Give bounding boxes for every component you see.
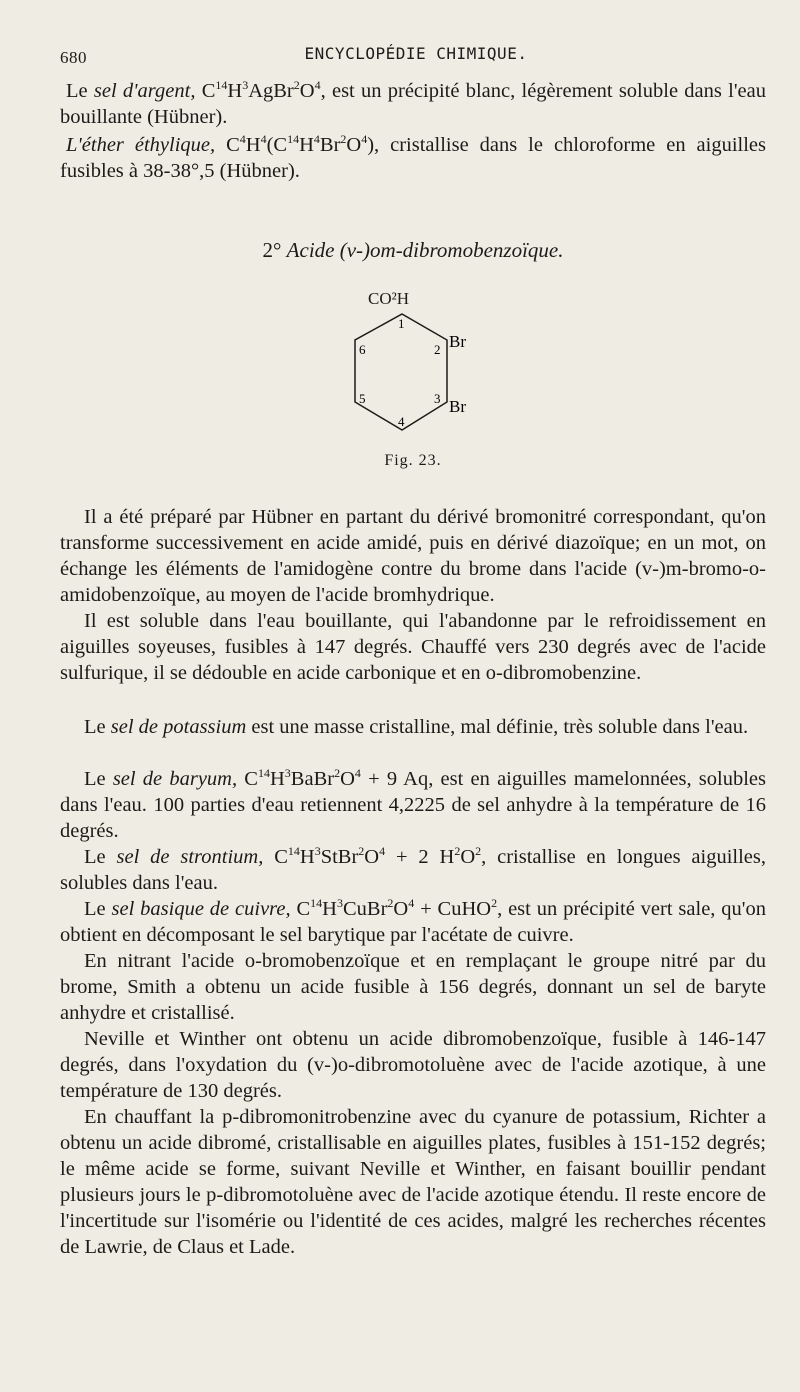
paragraph-ethyl-ether: L'éther éthylique, $C^4H^4(C^{14}H^4Br^2O^4)$, cristallise dans le chloroforme en aiguilles fusibles à 38-38°,5 (Hübner). — [60, 132, 766, 182]
paragraph-properties: Il est soluble dans l'eau bouillante, qui l'abandonne par le refroidissement en aiguilles soyeuses, fusibles à 147 degrés. Chauffé vers 230 degrés avec de l'acide sulfurique, il se dédouble en acide carbonique et en o-dibromobenzine. — [60, 610, 766, 684]
paragraph-smith: En nitrant l'acide o-bromobenzoïque et en remplaçant le groupe nitré par du brome, Smith a obtenu un acide fusible à 156 degrés, donnant un sel de baryte anhydre et cristallisé. — [60, 950, 766, 1024]
position-3: 3 — [434, 391, 441, 406]
structure-diagram — [330, 284, 500, 454]
compound-name: L'éther éthylique, — [66, 134, 216, 156]
compound-name: sel de baryum, — [112, 768, 238, 790]
position-4: 4 — [398, 414, 405, 429]
benzene-ring-figure — [330, 284, 500, 474]
compound-name: sel d'argent, — [93, 80, 196, 102]
paragraph-barium-salt: Le sel de baryum, $C^{14}H^3BaBr^2O^4 + 9$ Aq, est en aiguilles mamelonnées, solubles dans l'eau. 100 parties d'eau retiennent 4,2225 de sel anhydre à la température de 16 degrés. — [60, 766, 766, 842]
page-header — [60, 44, 772, 68]
carboxyl-group-label: CO²H — [368, 289, 409, 308]
compound-name: sel basique de cuivre, — [111, 898, 291, 920]
bromine-label-2: Br — [449, 332, 466, 351]
page-number: 680 — [60, 48, 87, 67]
position-5: 5 — [359, 391, 366, 406]
paragraph-strontium-salt: Le sel de strontium, $C^{14}H^3StBr^2O^4 + 2$ $H^2O^2$, cristallise en longues aiguilles, solubles dans l'eau. — [60, 844, 766, 894]
paragraph-neville-winther: Neville et Winther ont obtenu un acide dibromobenzoïque, fusible à 146-147 degrés, dans l'oxydation du (v-)o-dibromotoluène avec de l'acide azotique, à une température de 130 degrés. — [60, 1028, 766, 1102]
paragraph-copper-salt: Le sel basique de cuivre, $C^{14}H^3CuBr^2O^4$ + CuHO$^2$, est un précipité vert sale, qu'on obtient en décomposant le sel barytique par l'acétate de cuivre. — [60, 896, 766, 946]
paragraph-preparation: Il a été préparé par Hübner en partant du dérivé bromonitré correspondant, qu'on transforme successivement en acide amidé, puis en dérivé diazoïque; en un mot, on échange les éléments de l'amidogène contre du brome dans l'acide (v-)m-bromo-o-amidobenzoïque, au moyen de l'acide bromhydrique. — [60, 506, 766, 606]
paragraph-potassium-salt: Le sel de potassium est une masse cristalline, mal définie, très soluble dans l'eau. — [84, 716, 749, 738]
section-heading: 2° Acide (v-)om-dibromobenzoïque. — [262, 238, 564, 262]
paragraph-richter: En chauffant la p-dibromonitrobenzine avec du cyanure de potassium, Richter a obtenu un acide dibromé, cristallisable en aiguilles plates, fusibles à 151-152 degrés; le même acide se forme, suivant Neville et Winther, en faisant bouillir pendant plusieurs jours le p-dibromotoluène avec de l'acide azotique étendu. Il reste encore de l'incertitude sur l'isomérie ou l'identité de ces acides, malgré les recherches récentes de Lawrie, de Claus et Lade. — [60, 1106, 766, 1258]
position-2: 2 — [434, 342, 441, 357]
running-title: ENCYCLOPÉDIE CHIMIQUE. — [304, 44, 528, 63]
figure-caption: Fig. 23. — [384, 452, 442, 469]
compound-name: sel de potassium — [110, 716, 247, 738]
paragraph-silver-salt: Le sel d'argent, $C^{14}H^3AgBr^2O^4$, est un précipité blanc, légèrement soluble dans l'eau bouillante (Hübner). — [60, 78, 766, 128]
bromine-label-3: Br — [449, 397, 466, 416]
hexagon-ring — [355, 314, 447, 430]
position-6: 6 — [359, 342, 366, 357]
position-1: 1 — [398, 316, 405, 331]
compound-name: sel de strontium, — [116, 846, 264, 868]
